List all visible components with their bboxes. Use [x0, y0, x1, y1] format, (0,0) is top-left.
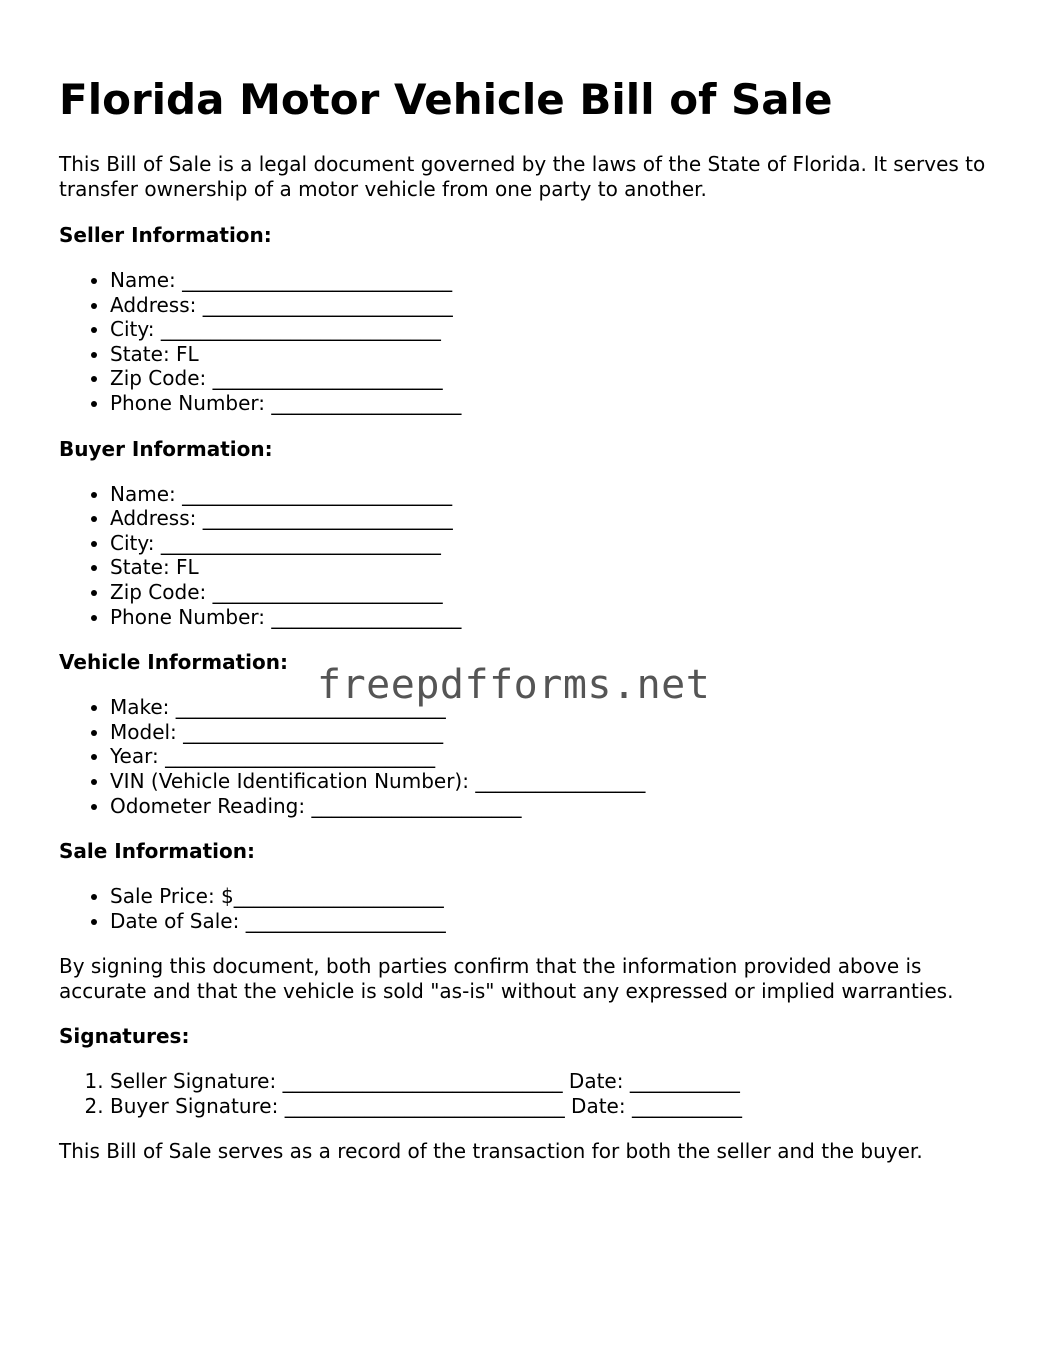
watermark: freepdfforms.net	[317, 662, 711, 708]
list-item: • VIN (Vehicle Identification Number): _________________	[110, 769, 1009, 794]
list-item: • Year: ___________________________	[110, 744, 1009, 769]
signatures-heading: Signatures:	[59, 1024, 190, 1049]
vehicle-heading: Vehicle Information:	[59, 650, 288, 675]
list-item: • State: FL	[110, 342, 1009, 367]
list-item: • City: ____________________________	[110, 531, 1009, 556]
list-item: • Phone Number: ___________________	[110, 391, 1009, 416]
list-item: • City: ____________________________	[110, 317, 1009, 342]
sale-heading: Sale Information:	[59, 839, 255, 864]
list-item: • Name: ___________________________	[110, 268, 1009, 293]
list-item: • Make: ___________________________	[110, 695, 1009, 720]
list-item: • Model: __________________________	[110, 720, 1009, 745]
list-item: • Phone Number: ___________________	[110, 605, 1009, 630]
list-item: • Zip Code: _______________________	[110, 580, 1009, 605]
list-item: • Name: ___________________________	[110, 482, 1009, 507]
sale-list	[59, 884, 1009, 933]
list-item: 2. Buyer Signature: ____________________________ Date: ___________	[110, 1094, 1009, 1119]
buyer-list	[59, 482, 1009, 630]
seller-heading: Seller Information:	[59, 223, 272, 247]
list-item: • Odometer Reading: _____________________	[110, 794, 1009, 819]
vehicle-list	[59, 695, 1009, 818]
signatures-list	[59, 1069, 1009, 1118]
intro-paragraph: This Bill of Sale is a legal document governed by the laws of the State of Florida. It serves to transfer ownership of a motor vehicle from one party to another.	[59, 152, 986, 201]
list-item: • Zip Code: _______________________	[110, 366, 1009, 391]
closing-paragraph: This Bill of Sale serves as a record of the transaction for both the seller and the buyer.	[59, 1139, 923, 1164]
list-item: • State: FL	[110, 555, 1009, 580]
confirmation-paragraph: By signing this document, both parties confirm that the information provided above is accurate and that the vehicle is sold "as-is" without any expressed or implied warranties.	[59, 954, 954, 1004]
list-item: • Sale Price: $_____________________	[110, 884, 1009, 909]
list-item: • Date of Sale: ____________________	[110, 909, 1009, 934]
document-title: Florida Motor Vehicle Bill of Sale	[59, 75, 833, 124]
seller-list	[59, 268, 1009, 416]
buyer-heading: Buyer Information:	[59, 436, 273, 461]
list-item: 1. Seller Signature: ____________________________ Date: ___________	[110, 1069, 1009, 1094]
list-item: • Address: _________________________	[110, 293, 1009, 318]
document-page	[59, 0, 1009, 1164]
list-item: • Address: _________________________	[110, 506, 1009, 531]
